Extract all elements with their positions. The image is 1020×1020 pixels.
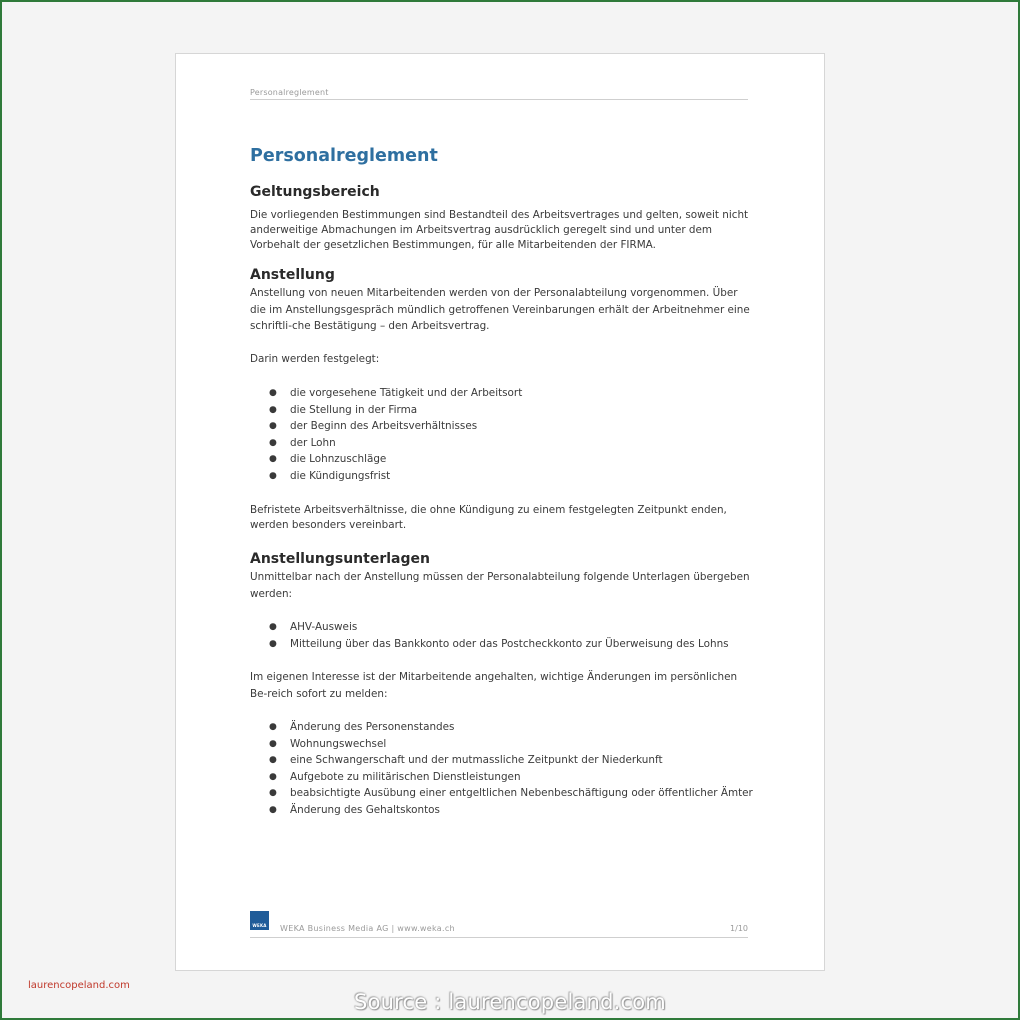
page-number: 1/10: [730, 924, 748, 933]
bullet-icon: ●: [269, 437, 277, 448]
bullet-icon: ●: [269, 454, 277, 465]
bullet-icon: ●: [269, 421, 277, 432]
bullet-icon: ●: [269, 722, 277, 732]
running-head: Personalreglement: [250, 88, 748, 100]
bullet-list-festlegungen: [266, 385, 522, 485]
list-item: ● beabsichtigte Ausübung einer entgeltlichen Nebenbeschäftigung oder öffentlicher Ämter: [266, 785, 753, 802]
paragraph-unterlagen-intro: Unmittelbar nach der Anstellung müssen der Personalabteilung folgende Unterlagen übergeben werden:: [250, 571, 750, 600]
bullet-icon: ●: [269, 804, 277, 815]
list-item: ● eine Schwangerschaft und der mutmassliche Zeitpunkt der Niederkunft: [266, 752, 753, 769]
page-title: Personalreglement: [250, 146, 438, 166]
list-item: ● AHV-Ausweis: [266, 619, 729, 636]
list-item: ● Änderung des Personenstandes: [266, 719, 753, 736]
bullet-icon: ●: [269, 388, 277, 398]
source-watermark: Source : laurencopeland.com: [354, 990, 666, 1014]
paragraph-aenderungen-intro: Im eigenen Interesse ist der Mitarbeitende angehalten, wichtige Änderungen im persönlichen Be-reich sofort zu melden:: [250, 671, 738, 700]
bullet-icon: ●: [269, 638, 277, 649]
list-item: ● der Lohn: [266, 435, 522, 452]
list-item: ● die vorgesehene Tätigkeit und der Arbeitsort: [266, 385, 522, 402]
bullet-list-aenderungen: [266, 719, 753, 819]
bullet-icon: ●: [269, 738, 277, 749]
weka-logo: WEKA: [250, 911, 269, 930]
bullet-icon: ●: [269, 788, 277, 799]
footer-publisher: WEKA Business Media AG | www.weka.ch: [280, 924, 455, 933]
list-item: ● Aufgebote zu militärischen Dienstleistungen: [266, 769, 753, 786]
list-item: ● die Kündigungsfrist: [266, 468, 522, 485]
bullet-icon: ●: [269, 755, 277, 766]
bullet-list-unterlagen: [266, 619, 729, 652]
paragraph-anstellung-intro: Anstellung von neuen Mitarbeitenden werden von der Personalabteilung vorgenommen. Über die im Anstellungsgespräch mündlich getroffenen Vereinbarungen erhält der Arbeitnehmer eine schriftli-che Bestätigung – den Arbeitsvertrag.: [250, 287, 750, 332]
bullet-icon: ●: [269, 622, 277, 632]
list-item: ● die Stellung in der Firma: [266, 402, 522, 419]
page-footer: [250, 910, 748, 938]
section-heading-anstellungsunterlagen: Anstellungsunterlagen: [250, 551, 430, 567]
section-heading-anstellung: Anstellung: [250, 267, 335, 283]
list-item: ● die Lohnzuschläge: [266, 451, 522, 468]
bullet-icon: ●: [269, 470, 277, 481]
list-item: ● der Beginn des Arbeitsverhältnisses: [266, 418, 522, 435]
bullet-icon: ●: [269, 771, 277, 782]
paragraph-befristete: Befristete Arbeitsverhältnisse, die ohne Kündigung zu einem festgelegten Zeitpunkt enden, werden besonders vereinbart.: [250, 504, 727, 531]
site-watermark: laurencopeland.com: [28, 980, 130, 991]
document-page: [175, 53, 825, 971]
list-item: ● Mitteilung über das Bankkonto oder das Postcheckkonto zur Überweisung des Lohns: [266, 636, 729, 653]
paragraph-geltungsbereich: Die vorliegenden Bestimmungen sind Bestandteil des Arbeitsvertrages und gelten, soweit nicht anderweitige Abmachungen im Arbeitsvertrag ausdrücklich geregelt sind und unter dem Vorbehalt der gesetzlichen Bestimmungen, für alle Mitarbeitenden der FIRMA.: [250, 209, 749, 251]
paragraph-anstellung-festgelegt: Darin werden festgelegt:: [250, 353, 380, 365]
list-item: ● Änderung des Gehaltskontos: [266, 802, 753, 819]
list-item: ● Wohnungswechsel: [266, 736, 753, 753]
section-heading-geltungsbereich: Geltungsbereich: [250, 184, 380, 200]
bullet-icon: ●: [269, 404, 277, 415]
